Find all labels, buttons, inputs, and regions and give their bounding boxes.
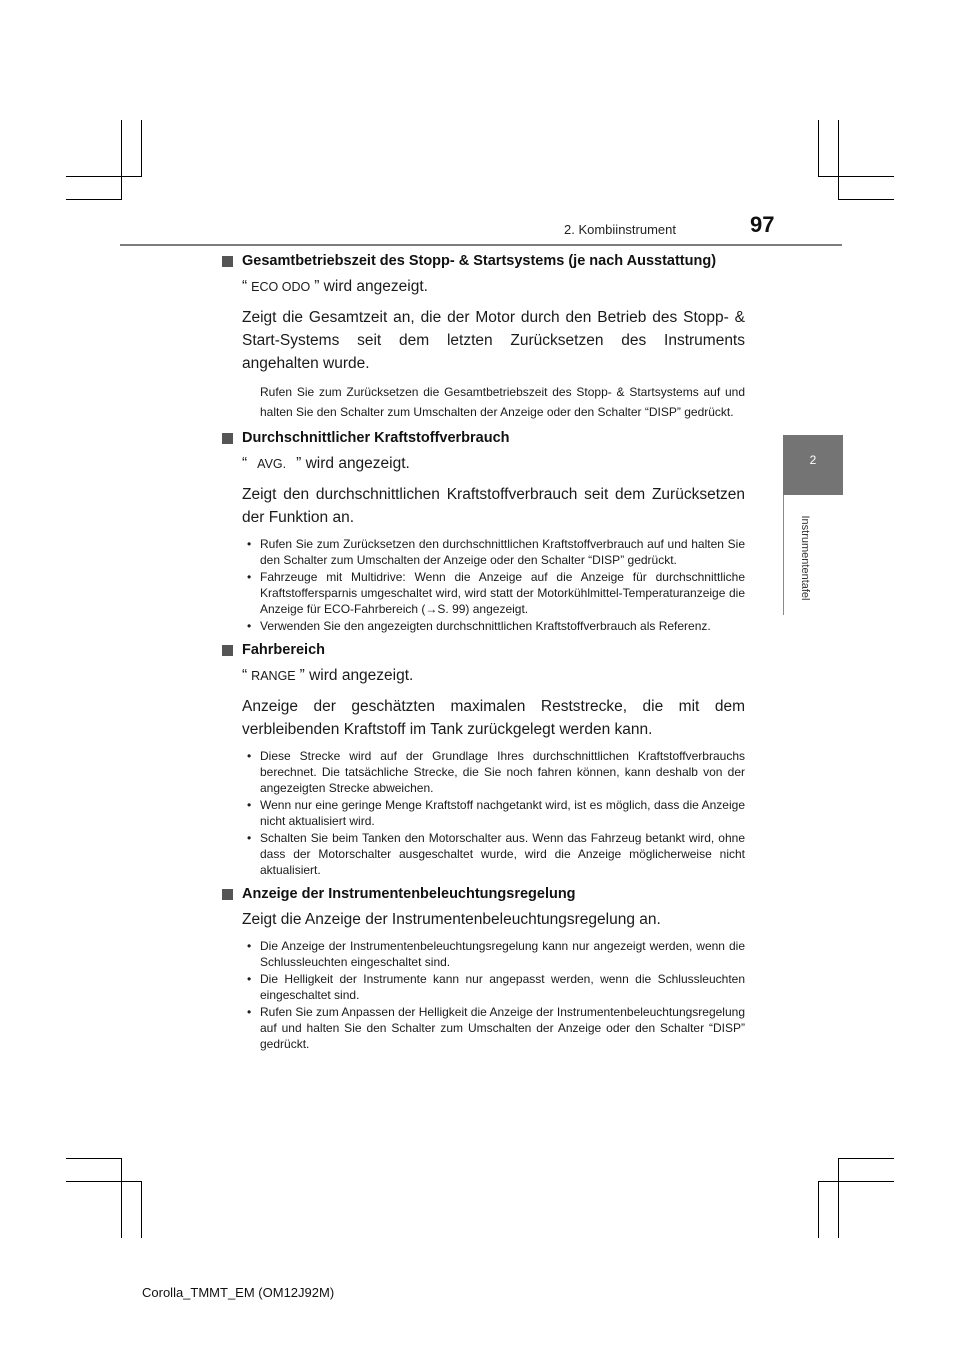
display-indicator-line: “ ECO ODO ” wird angezeigt. — [242, 278, 428, 295]
footer-document-id: Corolla_TMMT_EM (OM12J92M) — [142, 1285, 335, 1300]
crop-mark — [66, 176, 142, 177]
list-item: • Wenn nur eine geringe Menge Kraftstoff nachgetankt wird, ist es möglich, dass die Anzeige nicht aktualisiert wird. — [242, 797, 745, 829]
crop-mark — [818, 176, 894, 177]
crop-mark — [838, 199, 894, 200]
crop-mark — [838, 120, 839, 200]
square-bullet-icon — [222, 645, 233, 656]
display-indicator-line: “ AVG. ” wird angezeigt. — [242, 455, 410, 472]
section-average-fuel — [222, 430, 745, 634]
crop-mark — [838, 1158, 839, 1238]
list-item: • Fahrzeuge mit Multidrive: Wenn die Anzeige auf die Anzeige für durchschnittliche Kraftstoffersparnis umgeschaltet wird, wird statt der Motorkühlmittel-Temperaturanzeige die Anzeige für ECO-Fahrbereich (→S. 99) angezeigt. — [242, 569, 745, 617]
square-bullet-icon — [222, 889, 233, 900]
section-text: Zeigt die Gesamtzeit an, die der Motor durch den Betrieb des Stopp- & Start-Systems seit dem letzten Zurücksetzen des Instruments angehalten wurde. — [242, 309, 745, 372]
crop-mark — [838, 1158, 894, 1159]
section-stop-start-time — [222, 253, 745, 422]
display-label: AVG. — [257, 457, 287, 471]
crop-mark — [66, 199, 122, 200]
section-illumination — [222, 886, 745, 1052]
section-heading: Anzeige der Instrumentenbeleuchtungsregelung — [222, 886, 745, 902]
crop-mark — [121, 1158, 122, 1238]
crop-mark — [818, 120, 819, 177]
crop-mark — [818, 1181, 894, 1182]
chapter-tab-label: Instrumententafel — [799, 515, 811, 601]
crop-mark — [141, 120, 142, 177]
display-label: ECO ODO — [251, 280, 311, 294]
square-bullet-icon — [222, 256, 233, 267]
list-item: • Die Helligkeit der Instrumente kann nur angepasst werden, wenn die Schlussleuchten eingeschaltet sind. — [242, 971, 745, 1003]
side-divider — [783, 495, 784, 615]
section-text: Anzeige der geschätzten maximalen Reststrecke, die mit dem verbleibenden Kraftstoff im Tank zurückgelegt werden kann. — [242, 698, 745, 738]
section-heading: Fahrbereich — [222, 642, 745, 658]
crop-mark — [818, 1181, 819, 1238]
list-item: • Rufen Sie zum Zurücksetzen den durchschnittlichen Kraftstoffverbrauch auf und halten Sie den Schalter zum Umschalten der Anzeige oder den Schalter “DISP” gedrückt. — [242, 536, 745, 568]
bullet-list — [242, 748, 745, 878]
header-divider — [120, 244, 842, 246]
list-item: • Die Anzeige der Instrumentenbeleuchtungsregelung kann nur angezeigt werden, wenn die Schlussleuchten eingeschaltet sind. — [242, 938, 745, 970]
section-range — [222, 642, 745, 878]
display-label: RANGE — [251, 669, 296, 683]
crop-mark — [121, 120, 122, 200]
chapter-tab-number: 2 — [809, 453, 817, 467]
chapter-label: 2. Kombiinstrument — [564, 222, 676, 237]
crop-mark — [66, 1181, 142, 1182]
section-text: Zeigt die Anzeige der Instrumentenbeleuchtungsregelung an. — [242, 911, 661, 928]
bullet-list — [242, 938, 745, 1052]
display-indicator-line: “ RANGE ” wird angezeigt. — [242, 667, 414, 684]
crop-mark — [66, 1158, 122, 1159]
section-heading: Durchschnittlicher Kraftstoffverbrauch — [222, 430, 745, 446]
page-number: 97 — [750, 212, 775, 237]
page-content — [222, 253, 745, 1060]
list-item: • Schalten Sie beim Tanken den Motorschalter aus. Wenn das Fahrzeug betankt wird, ohne dass der Motorschalter ausgeschaltet wurde, wird die Anzeige möglicherweise nicht aktualisiert. — [242, 830, 745, 878]
list-item: • Rufen Sie zum Anpassen der Helligkeit die Anzeige der Instrumentenbeleuchtungsregelung auf und halten Sie den Schalter zum Umschalten der Anzeige oder den Schalter “DISP” gedrückt. — [242, 1004, 745, 1052]
section-note: Rufen Sie zum Zurücksetzen die Gesamtbetriebszeit des Stopp- & Startsystems auf und halten Sie den Schalter zum Umschalten der Anzeige oder den Schalter “DISP” gedrückt. — [260, 385, 745, 419]
square-bullet-icon — [222, 433, 233, 444]
chapter-tab — [783, 435, 843, 495]
bullet-list — [242, 536, 745, 634]
list-item: • Diese Strecke wird auf der Grundlage Ihres durchschnittlichen Kraftstoffverbrauchs berechnet. Die tatsächliche Strecke, die Sie noch fahren können, kann deshalb von der angezeigten Strecke abweichen. — [242, 748, 745, 796]
section-heading: Gesamtbetriebszeit des Stopp- & Startsystems (je nach Ausstattung) — [222, 253, 745, 269]
section-text: Zeigt den durchschnittlichen Kraftstoffverbrauch seit dem Zurücksetzen der Funktion an. — [242, 486, 745, 526]
list-item: • Verwenden Sie den angezeigten durchschnittlichen Kraftstoffverbrauch als Referenz. — [242, 618, 745, 634]
crop-mark — [141, 1181, 142, 1238]
